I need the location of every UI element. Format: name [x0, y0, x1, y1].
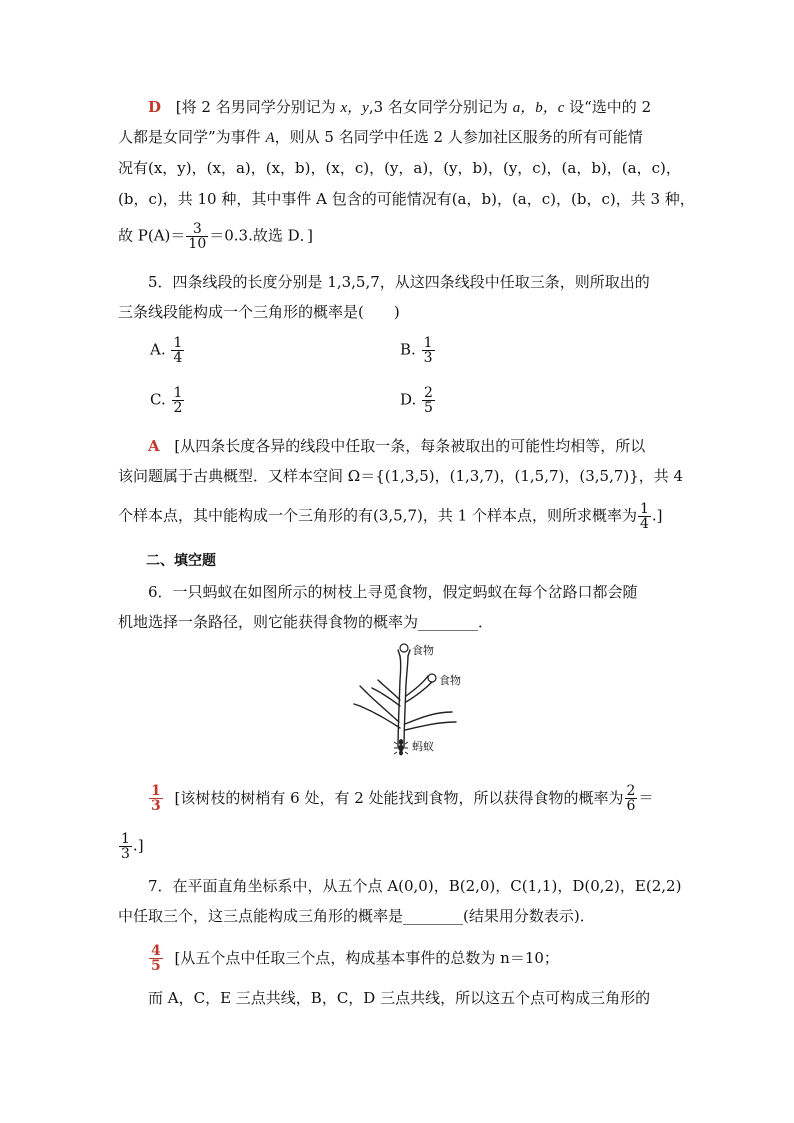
q4-explanation-line5: 故 P(A)＝ $\frac{3}{10}$ ＝0.3.故选 D．] [118, 221, 314, 252]
q5-option-a: A. $\frac{1}{4}$ [150, 335, 183, 366]
tree-trunk [398, 656, 401, 748]
food-label-1: 食物 [412, 644, 434, 657]
q6-explanation-line2: $\frac{1}{3}$ .] [121, 831, 144, 862]
q6-stem-line1: 6．一只蚂蚁在如图所示的树枝上寻觅食物，假定蚂蚁在每个岔路口都会随 [148, 583, 638, 601]
food-icon [428, 674, 436, 682]
q5-option-b: B. $\frac{1}{3}$ [400, 335, 433, 366]
q5-stem-line1: 5．四条线段的长度分别是 1,3,5,7，从这四条线段中任取三条，则所取出的 [148, 273, 650, 291]
q5-stem-line2: 三条线段能构成一个三角形的概率是( ) [118, 303, 400, 321]
q5-explanation-line1: A [从四条长度各异的线段中任取一条，每条被取出的可能性均相等，所以 [148, 437, 646, 455]
q4-explanation-line3: 况有(x，y)，(x，a)，(x，b)，(x，c)，(y，a)，(y，b)，(y，c)，(a，b)，(a，c)， [118, 159, 681, 177]
q7-explanation-line2: 而 A，C，E 三点共线，B，C，D 三点共线，所以这五个点可构成三角形的 [148, 989, 651, 1007]
q6-stem-line2: 机地选择一条路径，则它能获得食物的概率为________． [118, 613, 494, 631]
q5-option-c: C. $\frac{1}{2}$ [150, 385, 183, 416]
q4-explanation-line4: (b，c)，共 10 种，其中事件 A 包含的可能情况有(a，b)，(a，c)，(b，c)，共 3 种， [118, 190, 695, 208]
q4-explanation-line1: D [将 2 名男同学分别记为 x，y,3 名女同学分别记为 a，b，c 设“选中的 2 [148, 98, 652, 116]
q5-option-d: D. $\frac{2}{5}$ [400, 385, 433, 416]
q4-explanation-line2: 人都是女同学”为事件 A，则从 5 名同学中任选 2 人参加社区服务的所有可能情 [118, 128, 643, 146]
section-title: 二、填空题 [146, 553, 216, 569]
q5-answer: A [148, 437, 160, 455]
ant-label: 蚂蚁 [412, 740, 434, 753]
q6-answer: $\frac{1}{3}$ [151, 783, 161, 814]
q6-explanation-line1: $\frac{1}{3}$ [该树枝的树梢有 6 处，有 2 处能找到食物，所以获得食物的概率为 $\frac{2}{6}$ ＝ [151, 783, 654, 814]
q7-stem-line1: 7．在平面直角坐标系中，从五个点 A(0,0)，B(2,0)，C(1,1)，D(0,2)，E(2,2) [148, 877, 682, 895]
food-icon [400, 644, 408, 652]
q7-answer: $\frac{4}{5}$ [151, 943, 161, 974]
q5-explanation-line3: 个样本点，其中能构成一个三角形的有(3,5,7)，共 1 个样本点，则所求概率为 $\frac{1}{4}$ .] [118, 501, 663, 532]
ant-tree-figure [348, 640, 478, 760]
q7-explanation-line1: $\frac{4}{5}$ [从五个点中任取三个点，构成基本事件的总数为 n＝10； [151, 943, 559, 974]
q4-answer: D [148, 98, 162, 116]
food-label-2: 食物 [439, 674, 461, 687]
q4-fraction: $\frac{3}{10}$ [188, 221, 207, 252]
q7-stem-line2: 中任取三个，这三点能构成三角形的概率是________(结果用分数表示)． [118, 907, 595, 925]
q5-explanation-line2: 该问题属于古典概型．又样本空间 Ω＝{(1,3,5)，(1,3,7)，(1,5,7)，(3,5,7)}，共 4 [118, 467, 684, 485]
ant-icon [394, 739, 408, 755]
